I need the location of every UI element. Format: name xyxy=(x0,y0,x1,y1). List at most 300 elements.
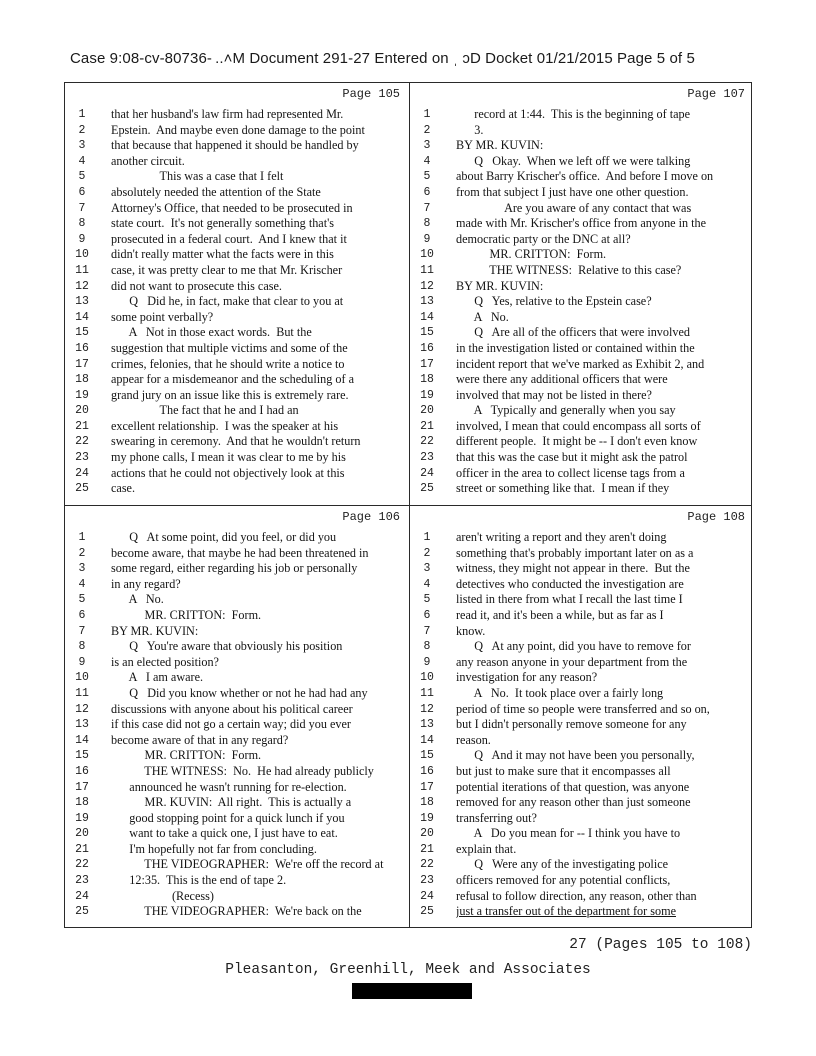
line-number: 9 xyxy=(78,655,86,669)
transcript-line xyxy=(65,481,408,497)
line-number: 21 xyxy=(75,842,89,856)
line-text: Q At any point, did you have to remove for xyxy=(456,639,691,654)
line-text: Q Were any of the investigating police xyxy=(456,857,669,872)
line-number: 17 xyxy=(75,357,89,371)
line-text: 12:35. This is the end of tape 2. xyxy=(111,873,287,888)
line-number: 14 xyxy=(420,733,434,747)
line-text: become aware, that maybe he had been threatened in xyxy=(111,545,369,560)
line-text: actions that he could not objectively look at this xyxy=(111,465,345,480)
line-number: 2 xyxy=(78,546,86,560)
line-text: state court. It's not generally something that's xyxy=(111,216,335,231)
line-number: 17 xyxy=(420,780,434,794)
line-number: 23 xyxy=(75,874,89,888)
line-number: 10 xyxy=(75,671,89,685)
page-number-label: Page 108 xyxy=(687,510,745,524)
transcript-line xyxy=(65,733,408,749)
line-number: 3 xyxy=(78,562,86,576)
line-number: 10 xyxy=(420,248,434,262)
transcript-line xyxy=(410,450,753,466)
line-number: 25 xyxy=(420,482,434,496)
transcript-line xyxy=(65,826,408,842)
line-text: case, it was pretty clear to me that Mr. Krischer xyxy=(111,262,343,277)
court-filing-header: Case 9:08-cv-80736- ..˄M Document 291-27 Entered on ˌ ɔD Docket 01/21/2015 Page 5 of 5 xyxy=(70,50,695,67)
line-text: that because that happened it should be handled by xyxy=(111,138,359,153)
line-text: that her husband's law firm had represented Mr. xyxy=(111,107,344,121)
line-number: 21 xyxy=(420,842,434,856)
transcript-line xyxy=(410,481,753,497)
transcript-line xyxy=(65,717,408,733)
line-number: 1 xyxy=(423,108,431,121)
line-number: 20 xyxy=(75,404,89,418)
line-number: 11 xyxy=(420,263,434,277)
transcript-line xyxy=(65,530,408,546)
line-text: made with Mr. Krischer's office from anyone in the xyxy=(456,216,707,231)
line-number: 6 xyxy=(423,185,431,199)
line-number: 4 xyxy=(78,577,86,591)
line-text: case. xyxy=(111,481,136,496)
transcript-line xyxy=(410,185,753,201)
line-text: period of time so people were transferred and so on, xyxy=(456,701,710,716)
line-number: 7 xyxy=(78,201,86,215)
line-number: 14 xyxy=(420,310,434,324)
line-text: A No. It took place over a fairly long xyxy=(456,685,664,700)
line-text: democratic party or the DNC at all? xyxy=(456,231,631,246)
line-text: about Barry Krischer's office. And before I move on xyxy=(456,169,714,184)
transcript-line xyxy=(65,592,408,608)
line-number: 5 xyxy=(423,593,431,607)
transcript-page-108 xyxy=(410,506,753,927)
transcript-line xyxy=(410,811,753,827)
line-text: MR. CRITTON: Form. xyxy=(456,247,607,262)
transcript-page-107 xyxy=(410,83,753,504)
line-number: 14 xyxy=(75,733,89,747)
line-text: some point verbally? xyxy=(111,309,214,324)
line-text: in the investigation listed or contained within the xyxy=(456,340,695,355)
line-number: 19 xyxy=(420,388,434,402)
transcript-line xyxy=(65,466,408,482)
line-number: 2 xyxy=(423,123,431,137)
transcript-line xyxy=(65,546,408,562)
line-number: 16 xyxy=(75,341,89,355)
line-number: 13 xyxy=(75,295,89,309)
page-number-label: Page 105 xyxy=(342,87,400,101)
line-text: THE WITNESS: Relative to this case? xyxy=(456,262,682,277)
line-text: BY MR. KUVIN: xyxy=(111,623,199,638)
transcript-line xyxy=(65,263,408,279)
line-text: if this case did not go a certain way; did you ever xyxy=(111,717,351,732)
line-text: Q Are all of the officers that were involved xyxy=(456,325,690,340)
line-text: know. xyxy=(456,623,486,638)
transcript-line xyxy=(65,325,408,341)
transcript-line xyxy=(65,138,408,154)
transcript-line xyxy=(65,310,408,326)
line-number: 9 xyxy=(78,232,86,246)
line-text: BY MR. KUVIN: xyxy=(456,278,544,293)
transcript-line xyxy=(65,764,408,780)
transcript-line xyxy=(410,592,753,608)
line-number: 21 xyxy=(75,419,89,433)
line-number: 18 xyxy=(420,796,434,810)
transcript-line xyxy=(65,904,408,920)
line-number: 16 xyxy=(420,341,434,355)
line-number: 3 xyxy=(78,139,86,153)
transcript-line xyxy=(410,107,753,123)
line-text: potential iterations of that question, was anyone xyxy=(456,779,690,794)
transcript-line xyxy=(410,247,753,263)
transcript-line xyxy=(65,434,408,450)
transcript-line xyxy=(410,279,753,295)
transcript-line xyxy=(410,357,753,373)
line-number: 8 xyxy=(78,217,86,231)
line-text: The fact that he and I had an xyxy=(111,403,299,418)
transcript-line xyxy=(410,216,753,232)
transcript-line xyxy=(65,185,408,201)
line-number: 18 xyxy=(420,373,434,387)
line-text: MR. CRITTON: Form. xyxy=(111,748,262,763)
line-text: become aware of that in any regard? xyxy=(111,732,289,747)
transcript-line xyxy=(410,842,753,858)
transcript-line xyxy=(410,123,753,139)
line-number: 16 xyxy=(420,764,434,778)
line-number: 12 xyxy=(420,279,434,293)
line-text: something that's probably important later on as a xyxy=(456,545,694,560)
line-text: aren't writing a report and they aren't doing xyxy=(456,530,667,544)
line-number: 9 xyxy=(423,655,431,669)
transcript-line xyxy=(410,232,753,248)
transcript-line xyxy=(410,466,753,482)
line-number: 16 xyxy=(75,764,89,778)
transcript-line xyxy=(65,577,408,593)
line-text: A Not in those exact words. But the xyxy=(111,325,312,340)
line-text: were there any additional officers that were xyxy=(456,372,668,387)
line-number: 1 xyxy=(423,531,431,544)
line-number: 19 xyxy=(75,811,89,825)
transcript-lines xyxy=(65,530,408,920)
line-text: but I didn't personally remove someone for any xyxy=(456,717,687,732)
line-number: 20 xyxy=(420,404,434,418)
line-number: 5 xyxy=(78,593,86,607)
transcript-line xyxy=(65,686,408,702)
line-number: 25 xyxy=(75,482,89,496)
line-number: 1 xyxy=(78,108,86,121)
transcript-line xyxy=(410,624,753,640)
transcript-line xyxy=(410,702,753,718)
pages-range-footer: 27 (Pages 105 to 108) xyxy=(569,937,752,953)
transcript-line xyxy=(410,561,753,577)
line-text: from that subject I just have one other question. xyxy=(456,184,689,199)
line-text: investigation for any reason? xyxy=(456,670,598,685)
line-text: suggestion that multiple victims and some of the xyxy=(111,340,348,355)
line-number: 1 xyxy=(78,531,86,544)
transcript-lines xyxy=(65,107,408,497)
line-number: 11 xyxy=(75,263,89,277)
transcript-line xyxy=(410,717,753,733)
line-text: prosecuted in a federal court. And I knew that it xyxy=(111,231,347,246)
line-text: Attorney's Office, that needed to be prosecuted in xyxy=(111,200,353,215)
line-text: different people. It might be -- I don't even know xyxy=(456,434,698,449)
transcript-line xyxy=(410,154,753,170)
transcript-line xyxy=(410,608,753,624)
line-number: 24 xyxy=(75,466,89,480)
line-number: 24 xyxy=(75,889,89,903)
line-text: appear for a misdemeanor and the scheduling of a xyxy=(111,372,354,387)
transcript-line xyxy=(410,764,753,780)
line-text: just a transfer out of the department for some xyxy=(456,904,676,919)
transcript-line xyxy=(410,372,753,388)
line-text: explain that. xyxy=(456,841,517,856)
line-text: Q Okay. When we left off we were talking xyxy=(456,153,691,168)
transcript-line xyxy=(65,232,408,248)
line-text: refusal to follow direction, any reason, other than xyxy=(456,888,697,903)
line-number: 25 xyxy=(75,905,89,919)
transcript-line xyxy=(410,795,753,811)
line-text: involved, I mean that could encompass all sorts of xyxy=(456,418,701,433)
transcript-line xyxy=(410,530,753,546)
transcript-line xyxy=(65,450,408,466)
transcript-line xyxy=(410,325,753,341)
transcript-line xyxy=(65,154,408,170)
transcript-line xyxy=(410,294,753,310)
line-number: 20 xyxy=(420,827,434,841)
line-number: 24 xyxy=(420,889,434,903)
transcript-line xyxy=(410,873,753,889)
transcript-page-106 xyxy=(65,506,408,927)
transcript-line xyxy=(65,279,408,295)
line-number: 5 xyxy=(78,170,86,184)
line-number: 4 xyxy=(423,577,431,591)
line-number: 3 xyxy=(423,562,431,576)
line-text: (Recess) xyxy=(111,888,214,903)
line-number: 24 xyxy=(420,466,434,480)
line-number: 7 xyxy=(423,201,431,215)
line-text: transferring out? xyxy=(456,810,537,825)
line-text: record at 1:44. This is the beginning of tape xyxy=(456,107,690,121)
transcript-page-105 xyxy=(65,83,408,504)
transcript-line xyxy=(65,341,408,357)
transcript-line xyxy=(65,561,408,577)
line-text: Q And it may not have been you personally, xyxy=(456,748,695,763)
line-number: 17 xyxy=(420,357,434,371)
transcript-line xyxy=(65,842,408,858)
line-text: did not want to prosecute this case. xyxy=(111,278,282,293)
transcript-line xyxy=(65,372,408,388)
line-text: THE VIDEOGRAPHER: We're back on the xyxy=(111,904,362,919)
line-number: 13 xyxy=(420,718,434,732)
transcript-line xyxy=(410,434,753,450)
line-text: want to take a quick one, I just have to eat. xyxy=(111,826,338,841)
line-text: removed for any reason other than just someone xyxy=(456,795,691,810)
line-text: announced he wasn't running for re-election. xyxy=(111,779,347,794)
transcript-line xyxy=(410,138,753,154)
transcript-line xyxy=(410,577,753,593)
transcript-line xyxy=(65,294,408,310)
transcript-line xyxy=(65,639,408,655)
line-number: 15 xyxy=(420,326,434,340)
line-number: 23 xyxy=(420,451,434,465)
line-number: 11 xyxy=(75,686,89,700)
line-number: 6 xyxy=(78,185,86,199)
transcript-lines xyxy=(410,530,753,920)
line-text: grand jury on an issue like this is extremely rare. xyxy=(111,387,349,402)
transcript-line xyxy=(410,403,753,419)
line-text: A Typically and generally when you say xyxy=(456,403,676,418)
line-text: but just to make sure that it encompasses all xyxy=(456,763,671,778)
transcript-line xyxy=(65,403,408,419)
line-text: A I am aware. xyxy=(111,670,204,685)
transcript-line xyxy=(65,795,408,811)
line-text: didn't really matter what the facts were in this xyxy=(111,247,334,262)
line-number: 15 xyxy=(420,749,434,763)
line-number: 3 xyxy=(423,139,431,153)
line-text: witness, they might not appear in there. But the xyxy=(456,561,690,576)
line-number: 21 xyxy=(420,419,434,433)
line-text: my phone calls, I mean it was clear to me by his xyxy=(111,450,346,465)
line-text: some regard, either regarding his job or personally xyxy=(111,561,358,576)
line-text: street or something like that. I mean if they xyxy=(456,481,670,496)
transcript-line xyxy=(410,263,753,279)
line-text: swearing in ceremony. And that he wouldn't return xyxy=(111,434,361,449)
line-text: Q Did he, in fact, make that clear to you at xyxy=(111,294,344,309)
line-number: 22 xyxy=(75,858,89,872)
line-text: excellent relationship. I was the speaker at his xyxy=(111,418,339,433)
transcript-line xyxy=(410,655,753,671)
transcript-line xyxy=(410,639,753,655)
line-text: read it, and it's been a while, but as far as I xyxy=(456,607,664,622)
line-text: detectives who conducted the investigation are xyxy=(456,576,684,591)
line-number: 2 xyxy=(78,123,86,137)
line-number: 7 xyxy=(423,624,431,638)
line-text: I'm hopefully not far from concluding. xyxy=(111,841,317,856)
line-number: 10 xyxy=(75,248,89,262)
line-number: 19 xyxy=(75,388,89,402)
line-number: 7 xyxy=(78,624,86,638)
line-text: any reason anyone in your department from the xyxy=(456,654,688,669)
transcript-line xyxy=(65,107,408,123)
line-number: 8 xyxy=(423,217,431,231)
transcript-line xyxy=(65,655,408,671)
transcript-line xyxy=(65,608,408,624)
line-text: Q At some point, did you feel, or did you xyxy=(111,530,337,544)
transcript-line xyxy=(410,169,753,185)
transcript-line xyxy=(410,670,753,686)
line-text: in any regard? xyxy=(111,576,181,591)
line-number: 5 xyxy=(423,170,431,184)
line-number: 13 xyxy=(420,295,434,309)
transcript-line xyxy=(65,357,408,373)
line-text: crimes, felonies, that he should write a notice to xyxy=(111,356,345,371)
line-number: 25 xyxy=(420,905,434,919)
line-number: 19 xyxy=(420,811,434,825)
page-number-label: Page 106 xyxy=(342,510,400,524)
line-number: 15 xyxy=(75,326,89,340)
line-number: 4 xyxy=(78,154,86,168)
transcript-line xyxy=(410,857,753,873)
line-text: THE VIDEOGRAPHER: We're off the record at xyxy=(111,857,384,872)
transcript-line xyxy=(410,201,753,217)
line-number: 12 xyxy=(75,702,89,716)
line-number: 18 xyxy=(75,373,89,387)
transcript-line xyxy=(410,546,753,562)
line-text: Q Did you know whether or not he had had any xyxy=(111,685,368,700)
transcript-line xyxy=(65,388,408,404)
transcript-line xyxy=(410,733,753,749)
transcript-lines xyxy=(410,107,753,497)
transcript-line xyxy=(65,702,408,718)
transcript-line xyxy=(65,857,408,873)
line-text: This was a case that I felt xyxy=(111,169,284,184)
line-text: officer in the area to collect license tags from a xyxy=(456,465,685,480)
line-number: 10 xyxy=(420,671,434,685)
transcript-line xyxy=(65,419,408,435)
transcript-line xyxy=(65,873,408,889)
line-number: 2 xyxy=(423,546,431,560)
redaction-bar xyxy=(352,983,472,999)
line-text: listed in there from what I recall the last time I xyxy=(456,592,683,607)
line-number: 12 xyxy=(420,702,434,716)
transcript-line xyxy=(410,826,753,842)
transcript-line xyxy=(65,889,408,905)
line-number: 18 xyxy=(75,796,89,810)
line-number: 22 xyxy=(75,435,89,449)
line-text: is an elected position? xyxy=(111,654,219,669)
line-text: A No. xyxy=(456,309,509,324)
transcript-line xyxy=(65,247,408,263)
transcript-line xyxy=(410,310,753,326)
line-text: MR. CRITTON: Form. xyxy=(111,607,262,622)
transcript-line xyxy=(410,904,753,920)
transcript-line xyxy=(65,216,408,232)
transcript-line xyxy=(410,419,753,435)
line-number: 8 xyxy=(78,640,86,654)
line-number: 9 xyxy=(423,232,431,246)
line-text: absolutely needed the attention of the State xyxy=(111,184,321,199)
line-text: officers removed for any potential conflicts, xyxy=(456,873,671,888)
line-text: Q Yes, relative to the Epstein case? xyxy=(456,294,652,309)
line-number: 22 xyxy=(420,435,434,449)
transcript-line xyxy=(65,670,408,686)
line-text: Are you aware of any contact that was xyxy=(456,200,692,215)
transcript-line xyxy=(410,686,753,702)
line-text: good stopping point for a quick lunch if you xyxy=(111,810,345,825)
transcript-line xyxy=(65,811,408,827)
line-text: discussions with anyone about his political career xyxy=(111,701,353,716)
line-text: Q You're aware that obviously his position xyxy=(111,639,343,654)
transcript-grid xyxy=(64,82,752,928)
transcript-line xyxy=(65,624,408,640)
transcript-line xyxy=(410,341,753,357)
transcript-line xyxy=(65,780,408,796)
line-text: involved that may not be listed in there? xyxy=(456,387,652,402)
line-number: 15 xyxy=(75,749,89,763)
line-text: MR. KUVIN: All right. This is actually a xyxy=(111,795,352,810)
transcript-line xyxy=(410,748,753,764)
line-text: incident report that we've marked as Exhibit 2, and xyxy=(456,356,705,371)
transcript-line xyxy=(65,201,408,217)
line-text: that this was the case but it might ask the patrol xyxy=(456,450,688,465)
transcript-line xyxy=(65,169,408,185)
transcript-line xyxy=(410,388,753,404)
transcript-line xyxy=(65,748,408,764)
line-number: 6 xyxy=(423,608,431,622)
line-number: 8 xyxy=(423,640,431,654)
line-number: 23 xyxy=(75,451,89,465)
line-text: 3. xyxy=(456,122,484,137)
line-number: 22 xyxy=(420,858,434,872)
page-number-label: Page 107 xyxy=(687,87,745,101)
line-number: 4 xyxy=(423,154,431,168)
line-text: A Do you mean for -- I think you have to xyxy=(456,826,681,841)
line-number: 12 xyxy=(75,279,89,293)
